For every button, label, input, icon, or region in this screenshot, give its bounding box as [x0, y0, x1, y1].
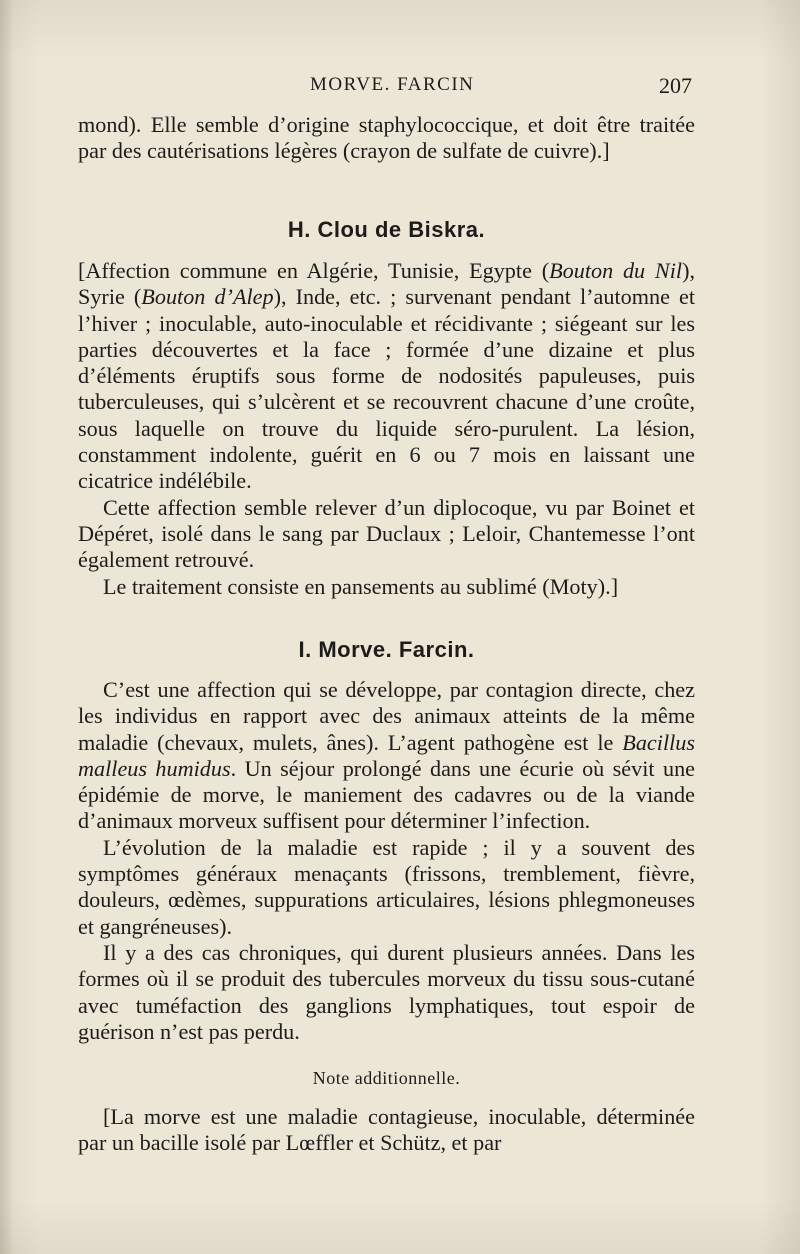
- note-title: Note additionnelle.: [312, 1068, 461, 1088]
- section-i-body: [78, 677, 695, 1045]
- text-run: ), Syrie (: [78, 258, 695, 310]
- body-paragraph: [78, 677, 695, 835]
- note-body: [78, 1104, 695, 1157]
- section-i-heading: [78, 637, 695, 663]
- page-number: 207: [659, 73, 692, 98]
- body-paragraph: Le traitement consiste en pansements au sublimé (Moty).]: [103, 573, 619, 599]
- italic-term: Bouton d’Alep: [141, 284, 274, 310]
- section-title: H. Clou de Biskra.: [287, 217, 486, 242]
- page-header: [78, 74, 695, 104]
- body-paragraph: Cette affection semble relever d’un diplocoque, vu par Boinet et Dépéret, isolé dans le sang par Duclaux ; Leloir, Chantemesse l’ont également retrouvé.: [78, 494, 695, 573]
- body-paragraph: mond). Elle semble d’origine staphylococcique, et doit être traitée par des cautérisations légères (crayon de sulfate de cuivre).]: [78, 112, 695, 164]
- text-run: C’est une affection qui se développe, par contagion directe, chez les individus en rapport avec des animaux atteints de la même maladie (chevaux, mulets, ânes). L’agent pathogène est le: [78, 677, 695, 755]
- italic-term: Bacillus malleus humidus: [78, 729, 695, 781]
- section-title: I. Morve. Farcin.: [298, 637, 475, 662]
- body-paragraph: Il y a des cas chroniques, qui durent plusieurs années. Dans les formes où il se produit des tubercules morveux du tissu sous-cutané avec tuméfaction des ganglions lymphatiques, tout espoir de guérison n’est pas perdu.: [78, 939, 695, 1044]
- italic-term: Bouton du Nil: [549, 258, 683, 283]
- text-run: ), Inde, etc. ; survenant pendant l’automne et l’hiver ; inoculable, auto-inoculable et récidivante ; siégeant sur les parties découvertes et la face ; formée d’une dizaine et plus d’éléments éruptifs sous forme de nodosités papuleuses, puis tuberculeuses, qui s’ulcèrent et se recouvrent chacune d’une croûte, sous laquelle on trouve du liquide séro-purulent. La lésion, constamment indolente, guérit en 6 ou 7 mois en laissant une cicatrice indélébile.: [78, 284, 696, 494]
- body-paragraph: L’évolution de la maladie est rapide ; il y a souvent des symptômes généraux menaçants (frissons, tremblement, fièvre, douleurs, œdèmes, suppurations articulaires, lésions phlegmoneuses et gangréneuses).: [78, 834, 695, 939]
- body-paragraph: [La morve est une maladie contagieuse, inoculable, déterminée par un bacille isolé par Lœffler et Schütz, et par: [78, 1104, 695, 1156]
- section-h-body: [78, 258, 695, 600]
- body-paragraph: [78, 258, 695, 495]
- page-spine-shadow: [0, 0, 14, 1254]
- text-run: . Un séjour prolongé dans une écurie où sévit une épidémie de morve, le maniement des cadavres ou de la viande d’animaux morveux suffisent pour déterminer l’infection.: [78, 755, 696, 834]
- paragraph-continuation: [78, 112, 695, 165]
- running-title: MORVE. FARCIN: [310, 74, 475, 95]
- note-heading: [78, 1068, 695, 1089]
- section-h-heading: [78, 217, 695, 243]
- text-run: [Affection commune en Algérie, Tunisie, Egypte (: [78, 258, 550, 283]
